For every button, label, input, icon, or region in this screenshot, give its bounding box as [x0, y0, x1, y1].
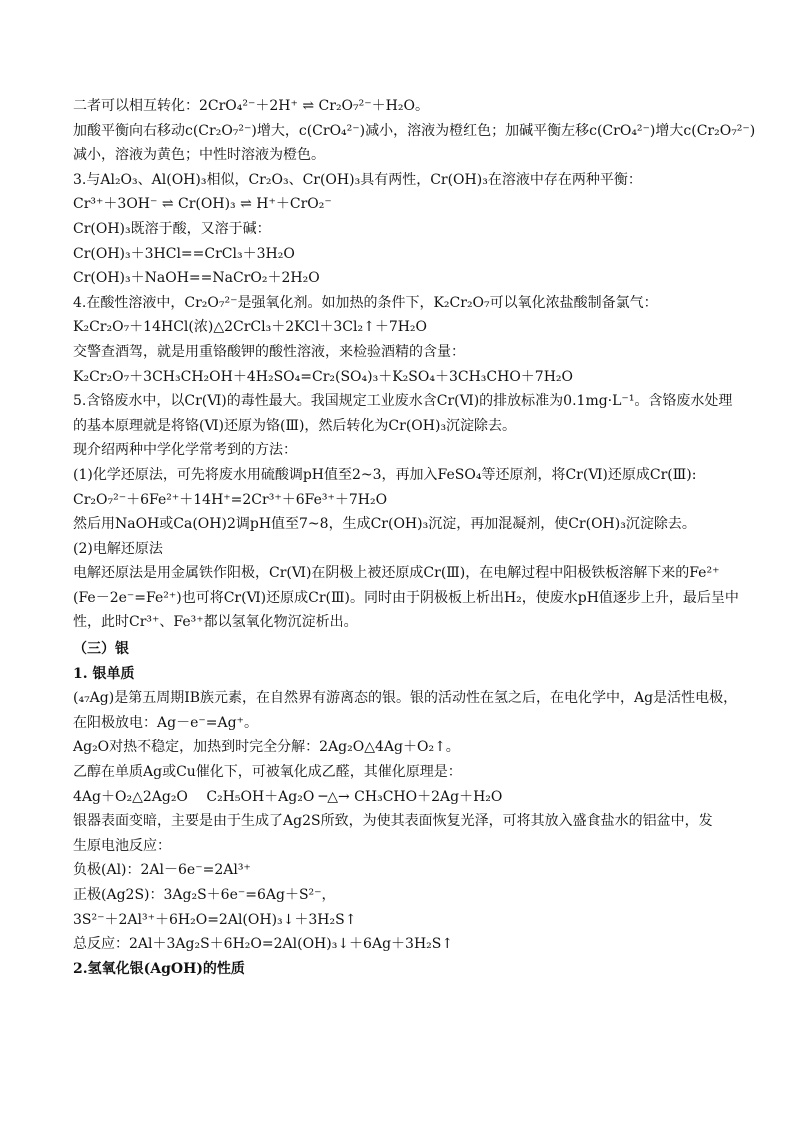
text-line-eq-k2cr2o7-hcl: K₂Cr₂O₇＋14HCl(浓)△2CrCl₃＋2KCl＋3Cl₂↑＋7H₂O: [73, 319, 428, 336]
text-line-item-5-2: 的基本原理就是将铬(Ⅵ)还原为铬(Ⅲ)，然后转化为Cr(OH)₃沉淀除去。: [73, 417, 517, 434]
text-line-positive-electrode: 正极(Ag2S)：3Ag₂S＋6e⁻=6Ag＋S²⁻，: [73, 887, 336, 903]
text-line-eq-catalysis: 4Ag＋O₂△2Ag₂O C₂H₅OH＋Ag₂O ─△→ CH₃CHO＋2Ag＋H₂O: [73, 788, 503, 805]
text-line-drunk-driving: 交警查酒驾，就是用重铬酸钾的酸性溶液，来检验酒精的含量：: [73, 343, 465, 360]
text-line-section-silver: （三）银: [73, 641, 129, 658]
document-page: [73, 94, 756, 981]
text-line-method-1: (1)化学还原法，可先将废水用硫酸调pH值至2~3，再加入FeSO₄等还原剂，将Cr(Ⅵ)还原成Cr(Ⅲ):: [73, 466, 697, 483]
text-line-ag2o-decomp: Ag₂O对热不稳定，加热到时完全分解：2Ag₂O△4Ag＋O₂↑。: [73, 739, 460, 756]
text-line-acid-shift-1: 加酸平衡向右移动c(Cr₂O₇²⁻)增大，c(CrO₄²⁻)减小，溶液为橙红色；加碱平衡左移c(CrO₄²⁻)增大c(Cr₂O₇²⁻): [73, 122, 756, 139]
text-line-tarnish-2: 生原电池反应：: [73, 837, 171, 854]
text-line-silver-2: 在阳极放电：Ag－e⁻=Ag⁺。: [73, 714, 258, 731]
text-line-silver-hydroxide-title: 2.氢氧化银(AgOH)的性质: [73, 960, 245, 977]
text-line-ethanol-oxidation: 乙醇在单质Ag或Cu催化下，可被氧化成乙醛，其催化原理是：: [73, 764, 462, 781]
text-line-acid-shift-2: 减小，溶液为黄色；中性时溶液为橙色。: [73, 147, 325, 164]
text-line-item-4: 4.在酸性溶液中，Cr₂O₇²⁻是强氧化剂。如加热的条件下，K₂Cr₂O₇可以氧化浓盐酸制备氯气：: [73, 294, 658, 311]
text-line-item-3: 3.与Al₂O₃、Al(OH)₃相似，Cr₂O₃、Cr(OH)₃具有两性，Cr(OH)₃在溶液中存在两种平衡：: [73, 171, 642, 188]
text-line-silver-1: (₄₇Ag)是第五周期ⅠB族元素，在自然界有游离态的银。银的活动性在氢之后，在电化学中，Ag是活性电极，: [73, 690, 738, 707]
text-line-negative-electrode: 负极(Al)：2Al－6e⁻=2Al³⁺: [73, 862, 251, 879]
text-line-methods-intro: 现介绍两种中学化学常考到的方法：: [73, 442, 297, 459]
text-line-eq-cr-naoh: Cr(OH)₃＋NaOH==NaCrO₂＋2H₂O: [73, 270, 320, 287]
text-line-electrolysis-2: (Fe－2e⁻=Fe²⁺)也可将Cr(Ⅵ)还原成Cr(Ⅲ)。同时由于阴极板上析出H₂，使废水pH值逐步上升，最后呈中: [73, 589, 739, 606]
text-line-silver-element-title: 1. 银单质: [73, 665, 135, 682]
text-line-eq-hydrolysis: 3S²⁻＋2Al³⁺＋6H₂O=2Al(OH)₃↓＋3H₂S↑: [73, 911, 357, 928]
text-line-electrolysis-1: 电解还原法是用金属铁作阳极，Cr(Ⅵ)在阴极上被还原成Cr(Ⅲ)，在电解过程中阳极铁板溶解下来的Fe²⁺: [73, 565, 720, 582]
text-line-eq-ethanol: K₂Cr₂O₇＋3CH₃CH₂OH＋4H₂SO₄=Cr₂(SO₄)₃＋K₂SO₄＋3CH₃CHO＋7H₂O: [73, 368, 574, 385]
text-line-total-reaction: 总反应：2Al＋3Ag₂S＋6H₂O=2Al(OH)₃↓＋6Ag＋3H₂S↑: [73, 936, 454, 953]
text-line-eq-fe-reduction: Cr₂O₇²⁻＋6Fe²⁺＋14H⁺=2Cr³⁺＋6Fe³⁺＋7H₂O: [73, 491, 388, 508]
text-line-electrolysis-3: 性，此时Cr³⁺、Fe³⁺都以氢氧化物沉淀析出。: [73, 614, 358, 631]
text-line-eq-cr-hcl: Cr(OH)₃＋3HCl==CrCl₃＋3H₂O: [73, 245, 295, 262]
text-line-eq-conversion: 二者可以相互转化：2CrO₄²⁻＋2H⁺ ⇌ Cr₂O₇²⁻＋H₂O。: [73, 98, 429, 114]
text-line-tarnish-1: 银器表面变暗，主要是由于生成了Ag2S所致，为使其表面恢复光泽，可将其放入盛食盐水的铝盆中，发: [73, 813, 713, 830]
text-line-method-2: (2)电解还原法: [73, 540, 163, 557]
text-line-cr-dissolve: Cr(OH)₃既溶于酸，又溶于碱：: [73, 220, 271, 237]
text-line-eq-cr-equilibria: Cr³⁺＋3OH⁻ ⇌ Cr(OH)₃ ⇌ H⁺＋CrO₂⁻: [73, 196, 332, 213]
text-line-item-5-1: 5.含铬废水中，以Cr(Ⅵ)的毒性最大。我国规定工业废水含Cr(Ⅵ)的排放标准为0.1mg·L⁻¹。含铬废水处理: [73, 393, 733, 410]
text-line-method-1-cont: 然后用NaOH或Ca(OH)2调pH值至7~8，生成Cr(OH)₃沉淀，再加混凝剂，使Cr(OH)₃沉淀除去。: [73, 516, 696, 533]
